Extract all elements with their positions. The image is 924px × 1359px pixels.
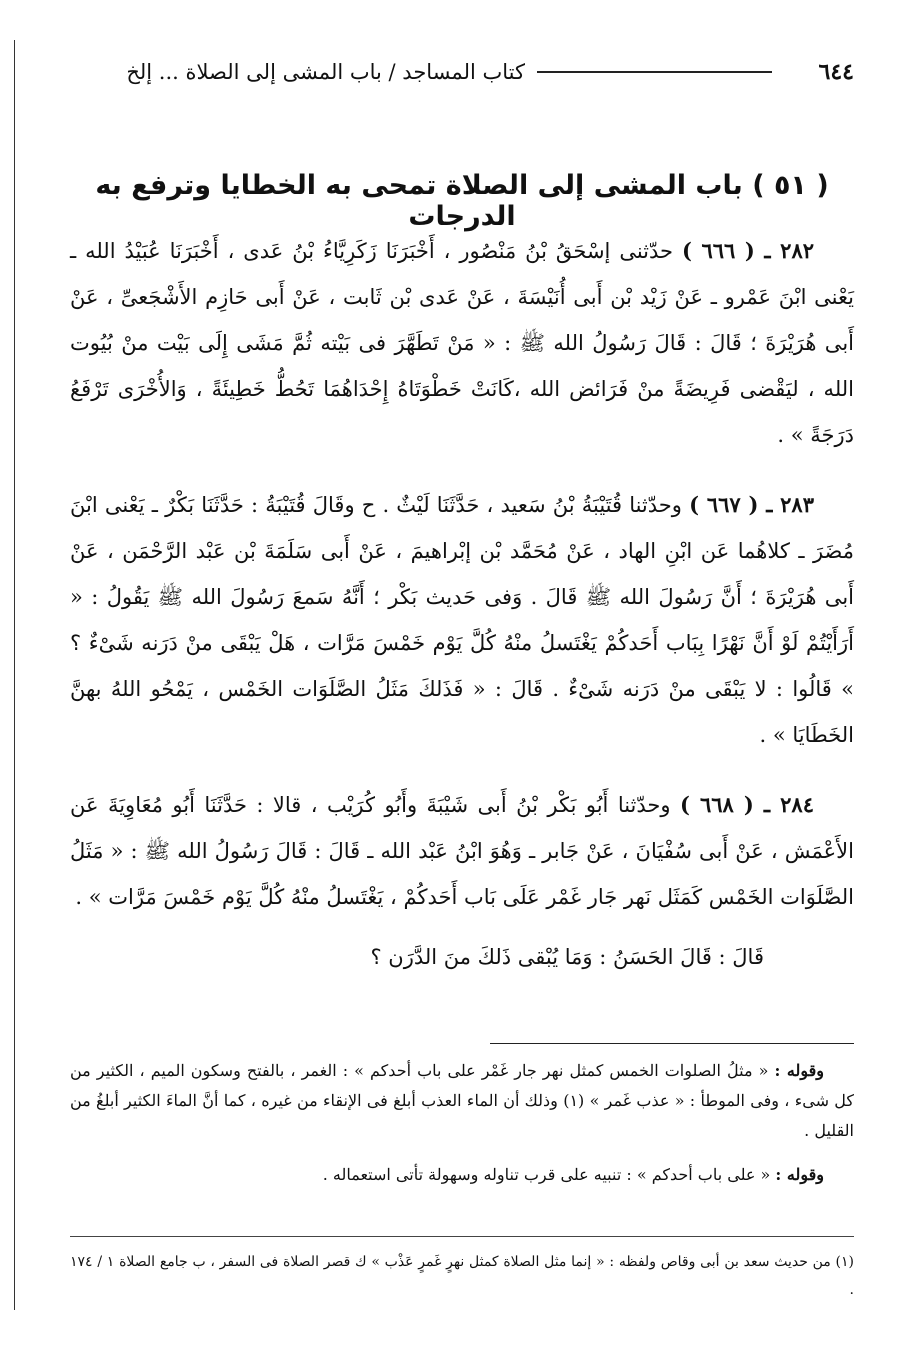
header-rule: [537, 71, 772, 73]
commentary-lead: وقوله :: [775, 1165, 824, 1184]
commentary-paragraph: [70, 1056, 854, 1146]
page-number: ٦٤٤: [818, 59, 854, 85]
hadith-paragraph: [70, 228, 854, 458]
page-header: [70, 52, 854, 92]
chapter-title: ( ٥١ ) باب المشى إلى الصلاة تمحى به الخطايا وترفع به الدرجات: [95, 170, 829, 232]
narrator-remark: قَالَ : قَالَ الحَسَنُ : وَمَا يُبْقى ذَلكَ منَ الدَّرَن ؟: [370, 945, 764, 969]
commentary-paragraph: [70, 1160, 854, 1190]
running-title: كتاب المساجد / باب المشى إلى الصلاة ... إلخ: [126, 60, 525, 84]
hadith-body: [70, 228, 854, 1004]
commentary-text: « مثلُ الصلوات الخمس كمثل نهر جار غَمْر على باب أحدكم » : الغمر ، بالفتح وسكون الميم ، الكثير من كل شىء ، وفى الموطأ : « عذب غَمر » (١) وذلك أن الماء العذب أبلغ فى الإنقاء من غيره ، كما أنَّ الماءَ الكثير أبلغُ من القليل .: [70, 1061, 855, 1140]
hadith-number: ٢٨٣ ـ ( ٦٦٧ ): [689, 492, 814, 517]
hadith-text: وحدّثنا قُتَيْبَةُ بْنُ سَعيد ، حَدَّثَنَا لَيْثٌ . ح وقَالَ قُتَيْبَةُ : حَدَّثَنَا بَكْرٌ ـ يَعْنى ابْنَ مُضَرَ ـ كلاهُما عَن ابْنِ الهاد ، عَنْ مُحَمَّد بْن إبْراهيمَ ، عَنْ أَبى سَلَمَةَ بْن عَبْد الرَّحْمَن ، عَنْ أَبى هُرَيْرَةَ ؛ أَنَّ رَسُولَ الله ﷺ قَالَ . وَفى حَديث بَكْر ؛ أَنَّهُ سَمعَ رَسُولَ الله ﷺ يَقُولُ : « أَرَأَيْتُمْ لَوْ أَنَّ نَهْرًا بِبَاب أَحَدكُمْ يَغْتَسلُ منْهُ كُلَّ يَوْم خَمْسَ مَرَّات ، هَلْ يَبْقَى منْ دَرَنه شَىْءٌ ؟ » قَالُوا : لا يَبْقَى منْ دَرَنه شَىْءٌ . قَالَ : « فَذَلكَ مَثَلُ الصَّلَوَات الخَمْس ، يَمْحُو اللهُ بهنَّ الخَطَايَا » .: [70, 493, 854, 747]
hadith-text: حدّثنى إسْحَقُ بْنُ مَنْصُور ، أَخْبَرَنَا زَكَرِيَّاءُ بْنُ عَدى ، أَخْبَرَنَا عُبَيْدُ الله ـ يَعْنى ابْنَ عَمْرو ـ عَنْ زَيْد بْن أَبى أُنَيْسَةَ ، عَنْ عَدى بْن ثَابت ، عَنْ أَبى حَازِم الأَشْجَعىِّ ، عَنْ أَبى هُرَيْرَةَ ؛ قَالَ : قَالَ رَسُولُ الله ﷺ : « مَنْ تَطَهَّرَ فى بَيْته ثُمَّ مَشَى إِلَى بَيْت منْ بُيُوت الله ، ليَقْضى فَرِيضَةً منْ فَرَائض الله ،كَانَتْ خَطْوَتَاهُ إِحْدَاهُمَا تَحُطُّ خَطِيئَةً ، وَالأُخْرَى تَرْفَعُ دَرَجَةً » .: [70, 239, 854, 447]
footnote: (١) من حديث سعد بن أبى وقاص ولفظه : « إنما مثل الصلاة كمثل نهرٍ غَمرٍ عَذْب » ك قصر الصلاة فى السفر ، ب جامع الصلاة ١ / ١٧٤ .: [70, 1254, 854, 1298]
binding-edge-line: [14, 40, 15, 1310]
hadith-number: ٢٨٤ ـ ( ٦٦٨ ): [679, 792, 814, 817]
commentary-text: « على باب أحدكم » : تنبيه على قرب تناوله وسهولة تأتى استعماله .: [322, 1165, 771, 1184]
hadith-paragraph: [70, 782, 854, 920]
commentary-separator: [490, 1043, 854, 1044]
hadith-number: ٢٨٢ ـ ( ٦٦٦ ): [681, 238, 815, 263]
commentary-section: [70, 1056, 854, 1204]
hadith-text: وحدّثنا أَبُو بَكْر بْنُ أَبى شَيْبَةَ وأَبُو كُرَيْب ، قالا : حَدَّثَنَا أَبُو مُعَاوِيَةَ عَن الأَعْمَش ، عَنْ أَبى سُفْيَانَ ، عَنْ جَابر ـ وَهُوَ ابْنُ عَبْد الله ـ قَالَ : قَالَ رَسُولُ الله ﷺ : « مَثَلُ الصَّلَوَات الخَمْس كَمَثَل نَهر جَار غَمْر عَلَى بَاب أَحَدكُمْ ، يَغْتَسلُ منْهُ كُلَّ يَوْم خَمْسَ مَرَّات » .: [70, 793, 854, 909]
commentary-lead: وقوله :: [774, 1061, 825, 1080]
footnote-separator: [70, 1236, 854, 1237]
hadith-paragraph: [70, 482, 854, 758]
